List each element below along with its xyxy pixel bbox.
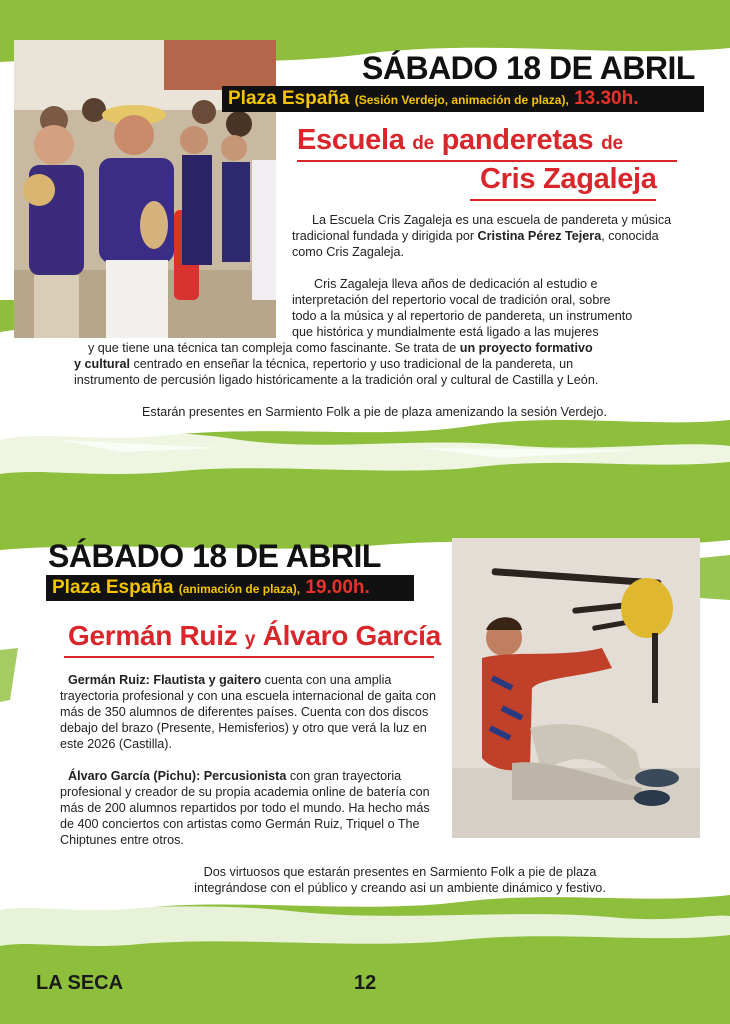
event2-time: 19.00h. [305,577,370,598]
tambourine-group-photo [14,40,276,338]
event1-paragraph3: Estarán presentes en Sarmiento Folk a pie de plaza amenizando la sesión Verdejo. [142,405,607,419]
event1-title-line2: Cris Zagaleja [480,163,657,195]
event2-paragraph2 [60,768,432,848]
procession-illustration [14,40,276,338]
event1-venue: Plaza España [228,88,350,109]
piper-illustration [452,538,700,838]
event1-p2-line4: que histórica y mundialmente está ligado a las mujeres [292,325,599,339]
event2-p3-line2: integrándose con el público y creando asi un ambiente dinámico y festivo. [194,881,606,895]
event1-p2-line1: Cris Zagaleja lleva años de dedicación al estudio e [314,277,598,291]
event1-title-connector2: de [601,133,623,154]
event1-title-rule2 [470,199,656,201]
event1-venue-detail: (Sesión Verdejo, animación de plaza), [354,93,569,107]
event2-p2-bold: Álvaro García (Pichu): Percusionista [68,769,287,783]
event1-paragraph2-cont [74,340,694,388]
event1-time: 13.30h. [574,88,639,109]
event2-p1-text: cuenta con una amplia trayectoria profesional y con una escuela internacional de gaita con más de 350 alumnos de diferentes países. Cuenta con dos discos debajo del brazo (Presente, Hemisferios) y otro que verá la luz en este 2026 (Castilla). [60,673,436,751]
footer-town: LA SECA [36,972,124,994]
event1-paragraph2 [292,276,692,340]
event1-title-connector1: de [412,133,434,154]
event1-paragraph1 [292,212,682,260]
event2-p1-bold: Germán Ruiz: Flautista y gaitero [68,673,262,687]
event2-p2-text: con gran trayectoria profesional y creador de su propia academia online de batería con más de 200 alumnos repartidos por todo el mundo. Ha hecho más de 400 conciertos con artistas como Germán Ruiz, Triquel o The Chiptunes entre otros. [60,769,430,847]
event1-p1-text: La Escuela Cris Zagaleja es una escuela de pandereta y música tradicional fundada y dirigida por [292,213,672,243]
event2-title [68,620,441,652]
event2-venue-detail: (animación de plaza), [178,582,301,596]
event1-venue-bar [222,86,704,112]
event2-venue: Plaza España [52,577,174,598]
event1-title-word1: Escuela [297,124,405,156]
event2-title-rule [64,656,434,658]
event2-p3-line1: Dos virtuosos que estarán presentes en Sarmiento Folk a pie de plaza [203,865,597,879]
event1-date: SÁBADO 18 DE ABRIL [362,50,695,86]
event2-paragraph3 [140,864,660,896]
event1-p2-line6: centrado en enseñar la técnica, repertorio y uso tradicional de la pandereta, un [130,357,574,371]
event2-venue-bar [46,575,414,601]
event1-p2-line3: todo a la música y al repertorio de pandereta, un instrumento [292,309,633,323]
musician-photo [452,538,700,838]
event2-paragraph1 [60,672,442,752]
event1-p2-line5: y que tiene una técnica tan compleja como fascinante. Se trata de [88,341,460,355]
event2-title-connector: y [244,629,256,650]
event1-title-rule [297,160,677,162]
event1-p2-line6-bold: y cultural [74,357,130,371]
event1-p2-line2: interpretación del repertorio vocal de tradición oral, sobre [292,293,611,307]
event1-p2-line5-bold: un proyecto formativo [459,341,593,355]
event2-title-name2: Álvaro García [262,620,441,651]
event2-date: SÁBADO 18 DE ABRIL [48,538,381,574]
event1-title-line1 [297,124,623,157]
event1-p2-line7: instrumento de percusión ligado históricamente a la tradición oral y cultural de Castilla y León. [74,373,599,387]
page-number: 12 [354,972,377,994]
event1-title-word2: panderetas [441,124,594,156]
event2-title-name1: Germán Ruiz [68,620,238,651]
event1-p1-end: , conocida como Cris Zagaleja. [292,229,659,259]
event1-p1-bold: Cristina Pérez Tejera [477,229,602,243]
